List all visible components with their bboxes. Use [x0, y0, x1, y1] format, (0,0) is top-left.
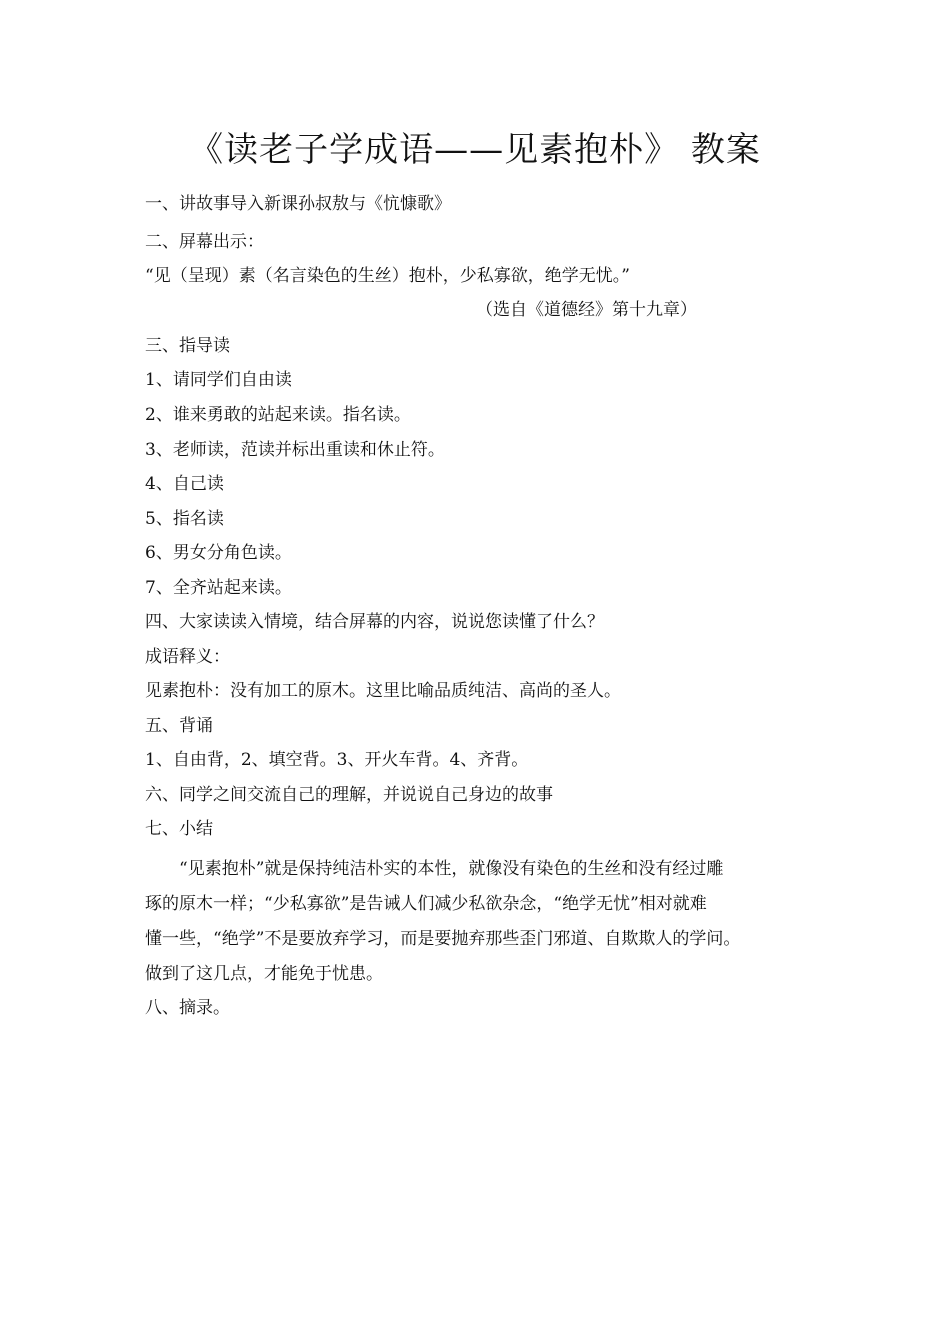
quote-source: （选自《道德经》第十九章） — [476, 300, 697, 320]
summary-line-3: 懂一些，“绝学”不是要放弃学习，而是要抛弃那些歪门邪道、自欺欺人的学问。 — [145, 929, 741, 949]
reading-step-2: 2、谁来勇敢的站起来读。指名读。 — [145, 405, 411, 425]
recitation-steps: 1、自由背，2、填空背。3、开火车背。4、齐背。 — [145, 750, 529, 770]
summary-line-2: 琢的原木一样；“少私寡欲”是告诫人们减少私欲杂念，“绝学无忧”相对就难 — [145, 894, 707, 914]
reading-step-4: 4、自己读 — [145, 474, 224, 494]
reading-step-5: 5、指名读 — [145, 509, 224, 529]
reading-step-6: 6、男女分角色读。 — [145, 543, 292, 563]
summary-paragraph — [145, 852, 809, 992]
section-2-heading: 二、屏幕出示： — [145, 232, 264, 252]
idiom-definition: 见素抱朴：没有加工的原木。这里比喻品质纯洁、高尚的圣人。 — [145, 681, 621, 701]
section-6-heading: 六、同学之间交流自己的理解，并说说自己身边的故事 — [145, 785, 553, 805]
summary-line-4: 做到了这几点，才能免于忧患。 — [145, 964, 383, 984]
summary-line-1: “见素抱朴”就是保持纯洁朴实的本性，就像没有染色的生丝和没有经过雕 — [179, 859, 724, 879]
section-5-heading: 五、背诵 — [145, 716, 213, 736]
document-title: 《读老子学成语——见素抱朴》 教案 — [189, 130, 761, 170]
idiom-definition-label: 成语释义： — [145, 647, 230, 667]
reading-step-3: 3、老师读，范读并标出重读和休止符。 — [145, 440, 445, 460]
section-1-heading: 一、讲故事导入新课孙叔敖与《忼慷歌》 — [145, 194, 451, 214]
section-3-heading: 三、指导读 — [145, 336, 230, 356]
section-7-heading: 七、小结 — [145, 819, 213, 839]
reading-step-7: 7、全齐站起来读。 — [145, 578, 292, 598]
screen-quote: “见（呈现）素（名言染色的生丝）抱朴，少私寡欲，绝学无忧。” — [145, 266, 630, 286]
section-8-heading: 八、摘录。 — [145, 998, 230, 1018]
section-4-heading: 四、大家读读入情境，结合屏幕的内容，说说您读懂了什么？ — [145, 612, 604, 632]
reading-step-1: 1、请同学们自由读 — [145, 370, 292, 390]
